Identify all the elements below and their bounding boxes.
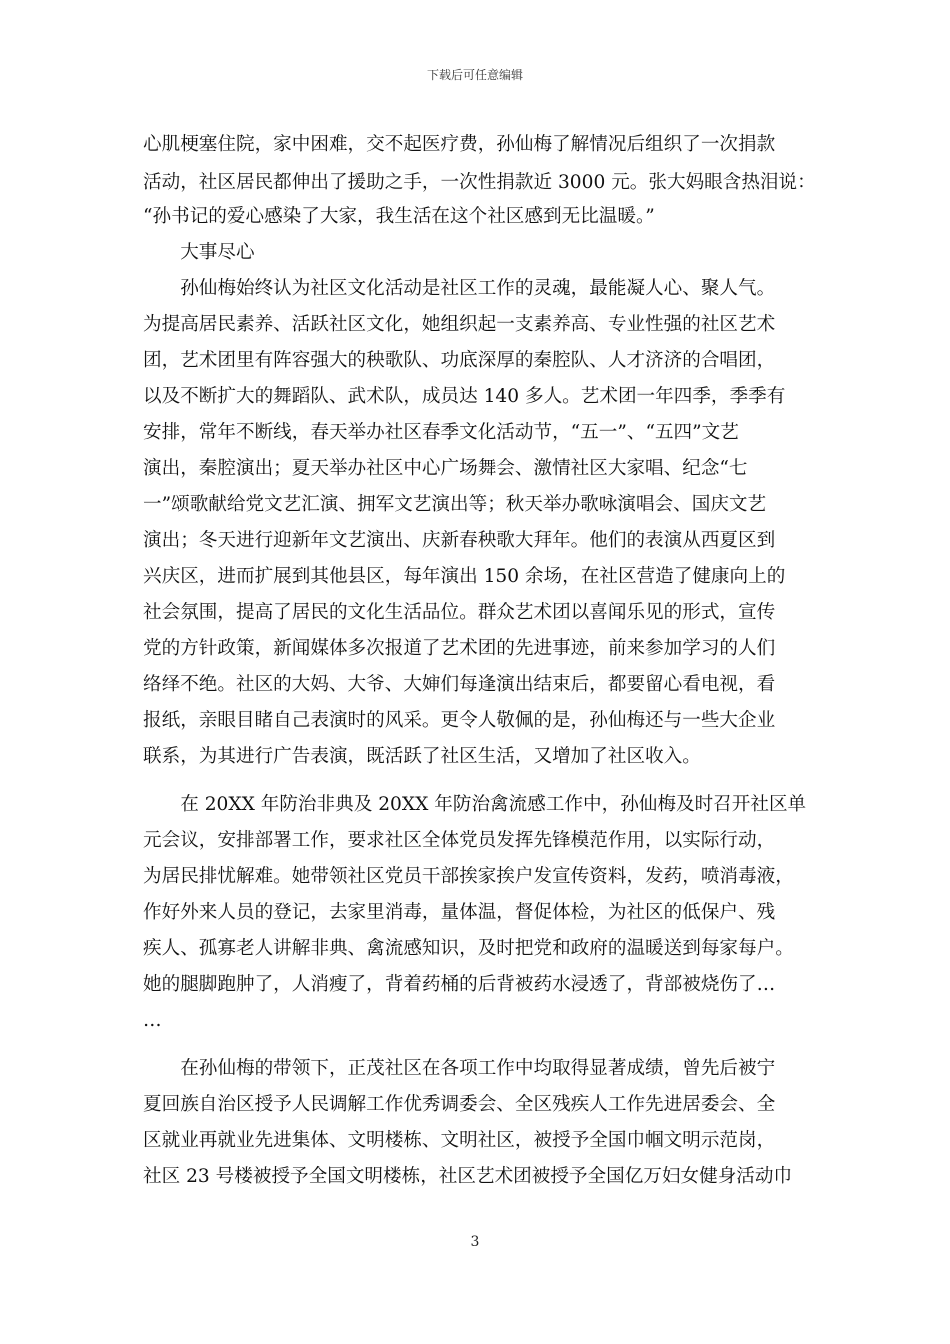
text-line: 演出，秦腔演出；夏天举办社区中心广场舞会、激情社区大家唱、纪念“七 xyxy=(143,458,748,479)
text-line: 心肌梗塞住院，家中困难，交不起医疗费，孙仙梅了解情况后组织了一次捐款 xyxy=(143,134,776,155)
text-line: 疾人、孤寡老人讲解非典、禽流感知识，及时把党和政府的温暖送到每家每户。 xyxy=(143,938,794,959)
text-line: 安排，常年不断线，春天举办社区春季文化活动节，“五一”、“五四”文艺 xyxy=(143,422,739,443)
text-line: 区就业再就业先进集体、文明楼栋、文明社区，被授予全国巾帼文明示范岗， xyxy=(143,1130,776,1151)
text-line: 为提高居民素养、活跃社区文化，她组织起一支素养高、专业性强的社区艺术 xyxy=(143,314,776,335)
page-header: 下载后可任意编辑 xyxy=(426,68,523,82)
text-line: 党的方针政策，新闻媒体多次报道了艺术团的先进事迹，前来参加学习的人们 xyxy=(143,638,776,659)
text-line: 以及不断扩大的舞蹈队、武术队，成员达 140 多人。艺术团一年四季，季季有 xyxy=(143,386,786,407)
text-line: 她的腿脚跑肿了，人消瘦了，背着药桶的后背被药水浸透了，背部被烧伤了… xyxy=(143,974,776,995)
text-line: 在 20XX 年防治非典及 20XX 年防治禽流感工作中，孙仙梅及时召开社区单 xyxy=(143,794,807,815)
text-line: 演出；冬天进行迎新年文艺演出、庆新春秧歌大拜年。他们的表演从西夏区到 xyxy=(143,530,776,551)
text-line: 联系，为其进行广告表演，既活跃了社区生活，又增加了社区收入。 xyxy=(143,746,701,767)
text-line: 社区 23 号楼被授予全国文明楼栋，社区艺术团被授予全国亿万妇女健身活动巾 xyxy=(143,1166,793,1187)
text-line: 作好外来人员的登记，去家里消毒，量体温，督促体检，为社区的低保户、残 xyxy=(143,902,776,923)
text-line: 一”颂歌献给党文艺汇演、拥军文艺演出等；秋天举办歌咏演唱会、国庆文艺 xyxy=(143,494,767,515)
text-line: 活动，社区居民都伸出了援助之手，一次性捐款近 3000 元。张大妈眼含热泪说： xyxy=(143,172,816,193)
text-line: … xyxy=(143,1010,162,1031)
text-line: 报纸，亲眼目睹自己表演时的风采。更令人敬佩的是，孙仙梅还与一些大企业 xyxy=(143,710,776,731)
text-line: 络绎不绝。社区的大妈、大爷、大婶们每逢演出结束后，都要留心看电视，看 xyxy=(143,674,776,695)
text-line: “孙书记的爱心感染了大家，我生活在这个社区感到无比温暖。” xyxy=(143,206,655,227)
text-line: 为居民排忧解难。她带领社区党员干部挨家挨户发宣传资料，发药，喷消毒液， xyxy=(143,866,794,887)
text-line: 社会氛围，提高了居民的文化生活品位。群众艺术团以喜闻乐见的形式，宣传 xyxy=(143,602,776,623)
text-line: 兴庆区，进而扩展到其他县区，每年演出 150 余场，在社区营造了健康向上的 xyxy=(143,566,786,587)
text-line: 孙仙梅始终认为社区文化活动是社区工作的灵魂，最能凝人心、聚人气。 xyxy=(143,278,776,299)
page-number: 3 xyxy=(470,1234,480,1250)
text-line: 夏回族自治区授予人民调解工作优秀调委会、全区残疾人工作先进居委会、全 xyxy=(143,1094,776,1115)
text-line: 大事尽心 xyxy=(143,242,255,263)
text-line: 在孙仙梅的带领下，正茂社区在各项工作中均取得显著成绩，曾先后被宁 xyxy=(143,1058,776,1079)
text-line: 团，艺术团里有阵容强大的秧歌队、功底深厚的秦腔队、人才济济的合唱团， xyxy=(143,350,776,371)
text-line: 元会议，安排部署工作，要求社区全体党员发挥先锋模范作用，以实际行动， xyxy=(143,830,776,851)
